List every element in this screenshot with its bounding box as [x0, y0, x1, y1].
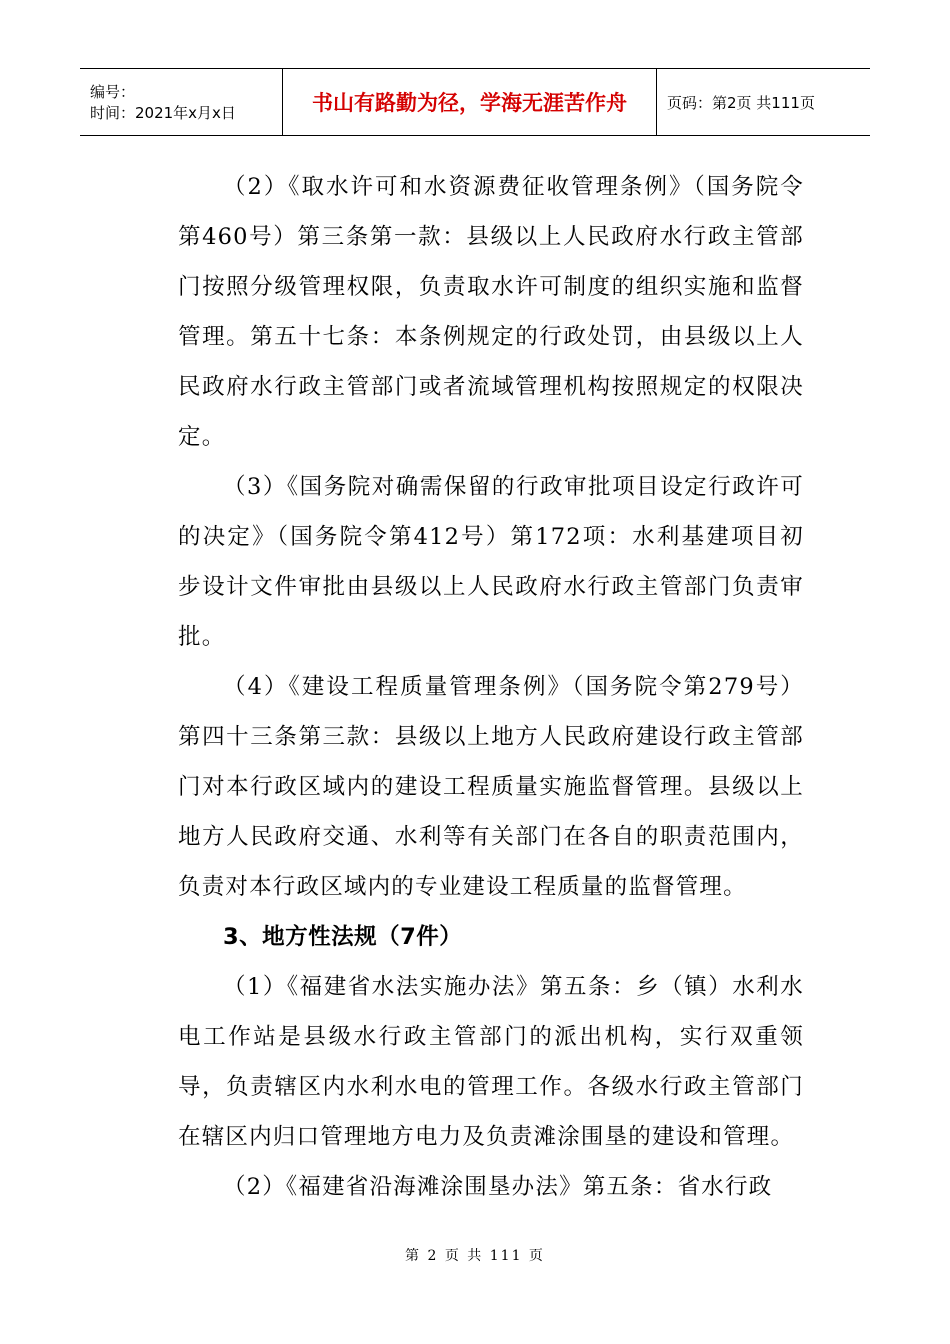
document-number-label: 编号：	[90, 83, 136, 101]
document-body	[178, 162, 804, 1212]
paragraph: （3）《国务院对确需保留的行政审批项目设定行政许可的决定》（国务院令第412号）第172项：水利基建项目初步设计文件审批由县级以上人民政府水行政主管部门负责审批。	[178, 474, 804, 650]
header-motto: 书山有路勤为径，学海无涯苦作舟	[282, 69, 657, 135]
document-header	[80, 68, 870, 136]
header-page-info: 页码：第2页 共111页	[667, 93, 815, 112]
page-footer: 第 2 页 共 111 页	[405, 1248, 545, 1264]
section-heading: 3、地方性法规（7件）	[223, 924, 463, 950]
paragraph: （2）《取水许可和水资源费征收管理条例》（国务院令第460号）第三条第一款：县级以上人民政府水行政主管部门按照分级管理权限，负责取水许可制度的组织实施和监督管理。第五十七条：本条例规定的行政处罚，由县级以上人民政府水行政主管部门或者流域管理机构按照规定的权限决定。	[178, 174, 804, 450]
paragraph: （1）《福建省水法实施办法》第五条：乡（镇）水利水电工作站是县级水行政主管部门的派出机构，实行双重领导，负责辖区内水利水电的管理工作。各级水行政主管部门在辖区内归口管理地方电力及负责滩涂围垦的建设和管理。	[178, 974, 804, 1150]
paragraph: （2）《福建省沿海滩涂围垦办法》第五条：省水行政	[223, 1174, 773, 1200]
header-meta	[80, 69, 282, 135]
paragraph: （4）《建设工程质量管理条例》（国务院令第279号）第四十三条第三款：县级以上地方人民政府建设行政主管部门对本行政区域内的建设工程质量实施监督管理。县级以上地方人民政府交通、水利等有关部门在各自的职责范围内，负责对本行政区域内的专业建设工程质量的监督管理。	[178, 674, 804, 900]
document-time-label: 时间：2021年x月x日	[90, 104, 236, 122]
